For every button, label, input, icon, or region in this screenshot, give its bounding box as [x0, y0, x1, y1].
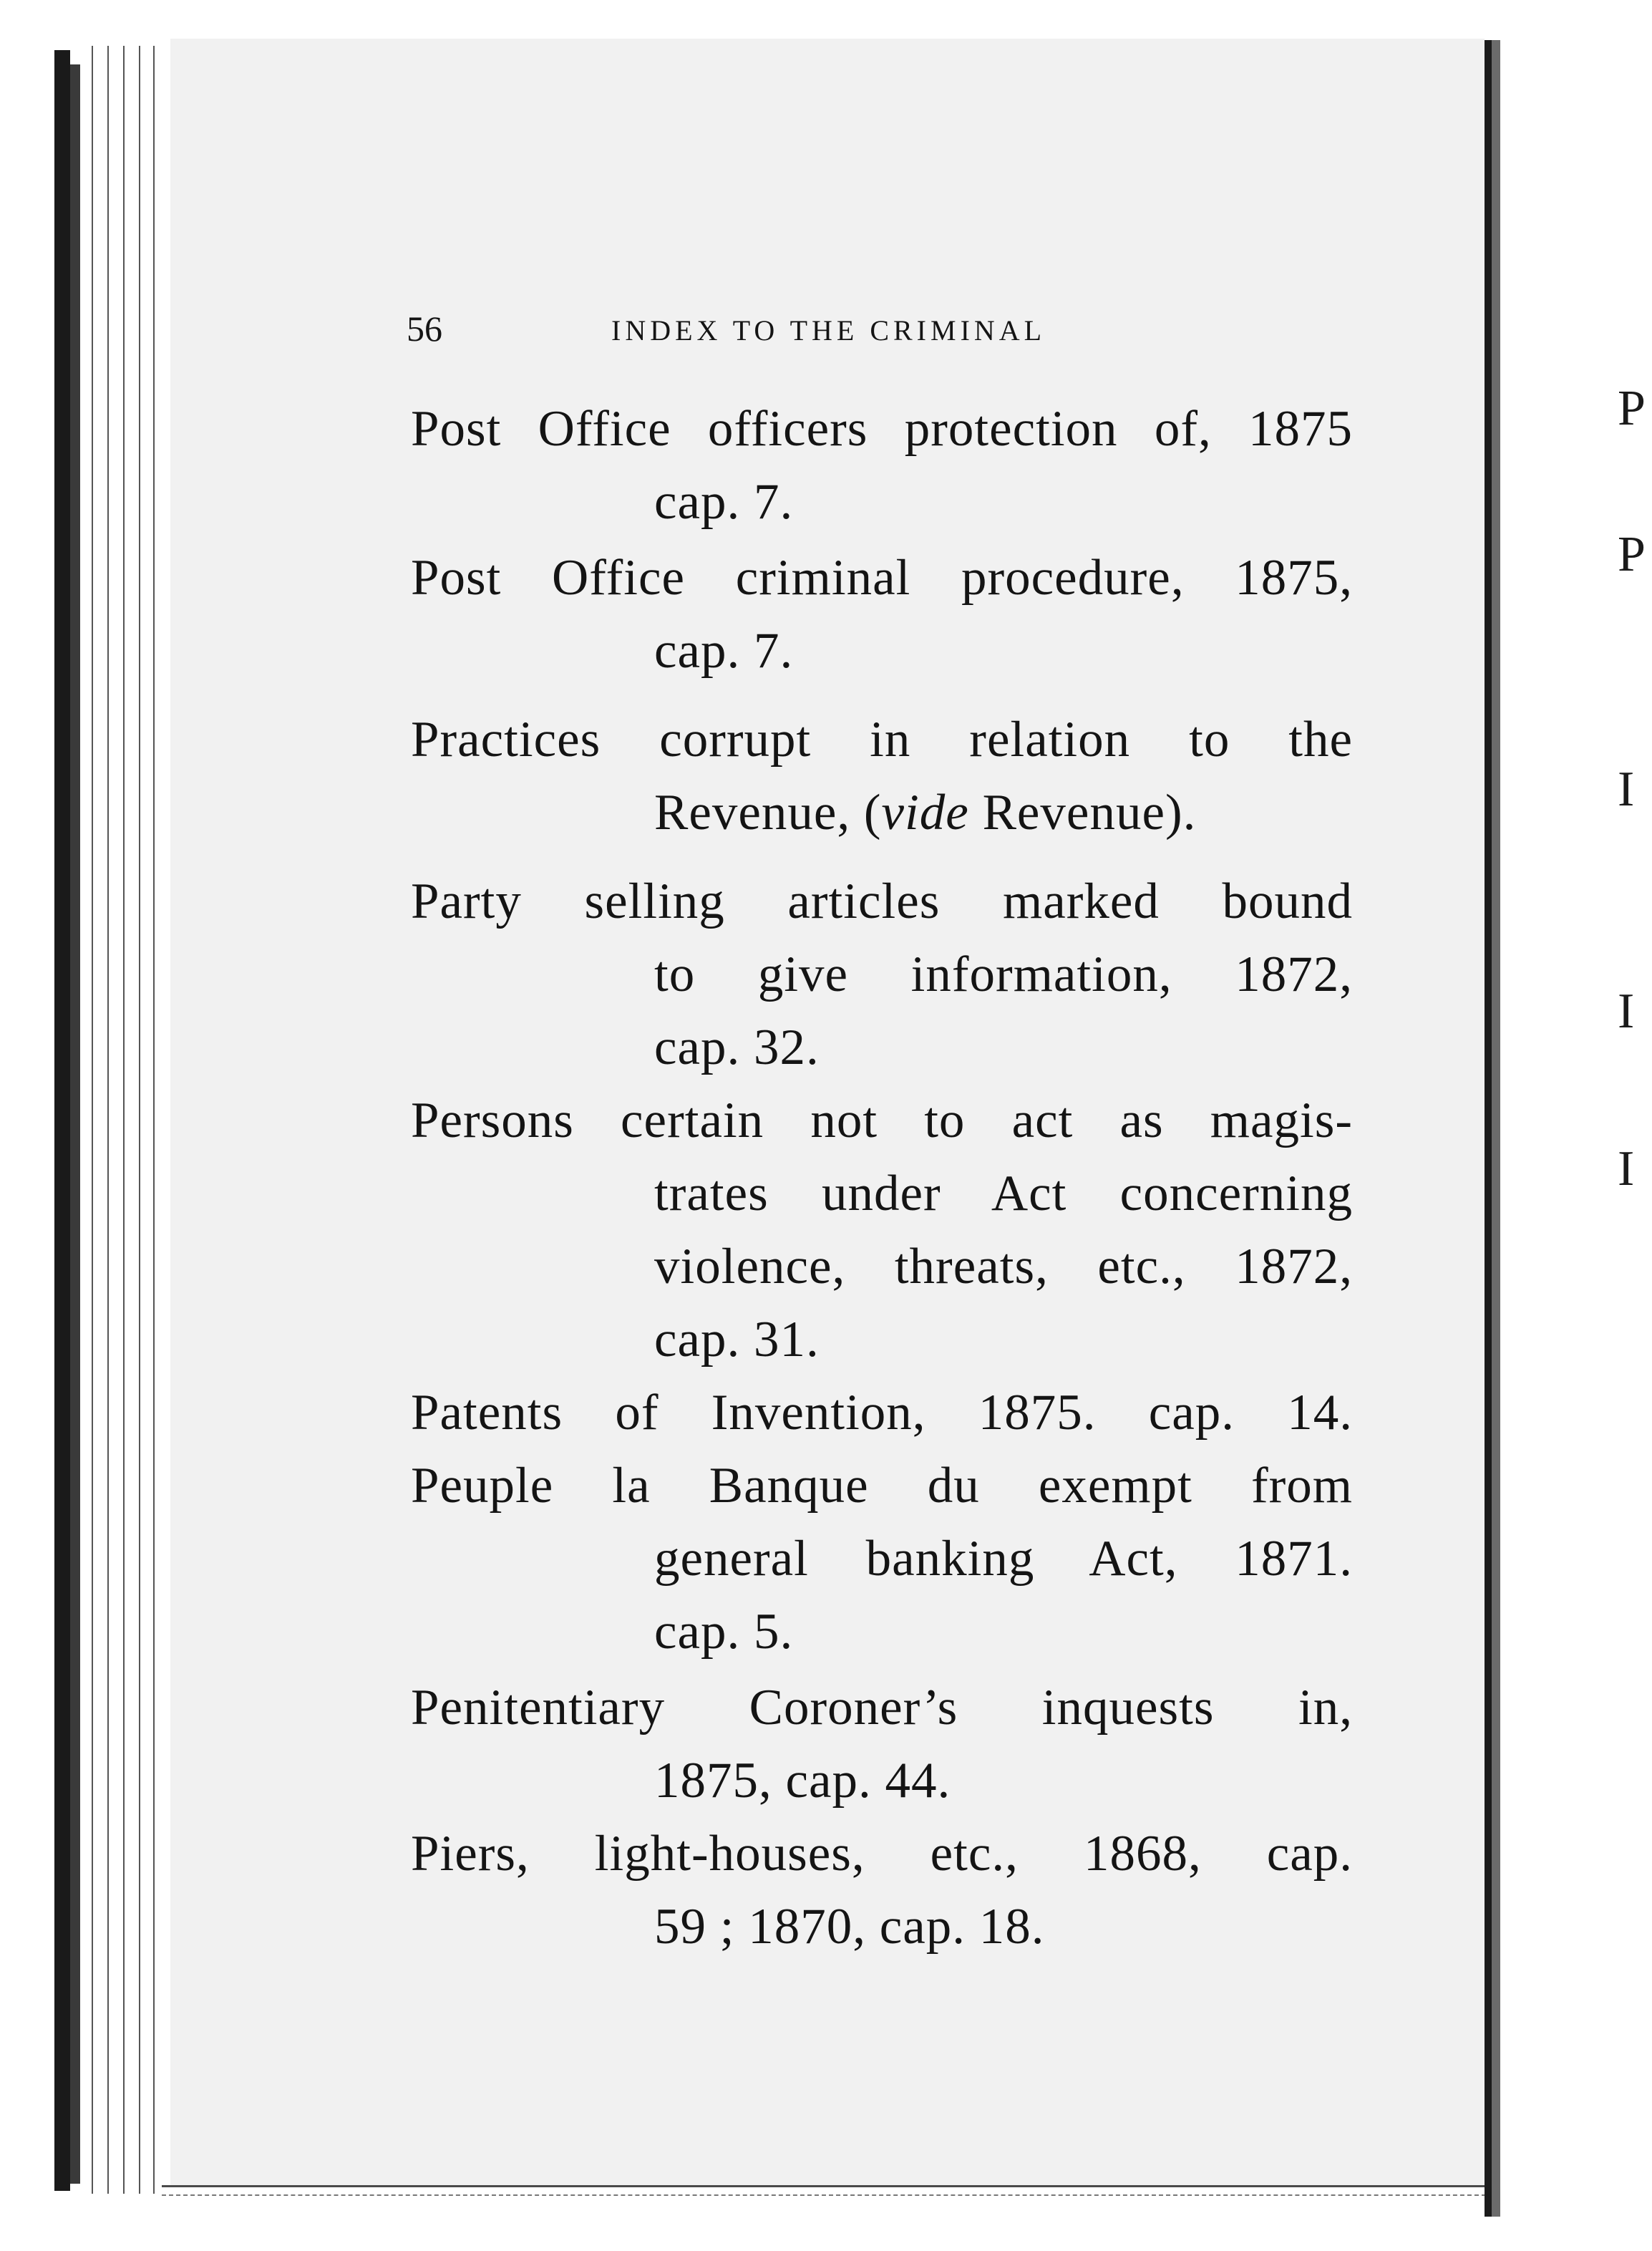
index-entry [411, 1449, 1353, 1668]
binding-spine-shadow [70, 64, 80, 2184]
entry-line: Piers, light-houses, etc., 1868, cap. [411, 1826, 1353, 1882]
entry-line: Peuple la Banque du exempt from [411, 1458, 1353, 1514]
binding-spine [54, 50, 70, 2191]
entry-line: Post Office criminal procedure, 1875, [411, 550, 1353, 606]
entry-text: Revenue, ( [654, 785, 882, 841]
entry-line: Patents of Invention, 1875. cap. 14. [411, 1385, 1353, 1441]
index-entry [411, 1671, 1353, 1817]
gutter-line [1485, 40, 1492, 2217]
book-edge [0, 0, 172, 2251]
facing-page-letter: I [1618, 1141, 1635, 1196]
facing-page-letter: P [1618, 527, 1646, 582]
index-entry [411, 703, 1353, 849]
entry-continuation: cap. 5. [654, 1604, 794, 1660]
running-head: INDEX TO THE CRIMINAL [611, 314, 1046, 347]
facing-page-letter: I [1618, 984, 1635, 1039]
index-entry [411, 1084, 1353, 1376]
page-bottom-edge [162, 2185, 1493, 2196]
entry-continuation: cap. 32. [654, 1020, 820, 1075]
entry-continuation: 59 ; 1870, cap. 18. [654, 1899, 1045, 1955]
page-number: 56 [407, 309, 442, 349]
index-entry [411, 1376, 1353, 1449]
page-stack-edge [139, 46, 140, 2194]
page-stack-edge [107, 46, 109, 2194]
entry-line: Practices corrupt in relation to the [411, 712, 1353, 768]
entry-continuation: violence, threats, etc., 1872, [654, 1239, 1353, 1294]
entry-continuation: to give information, 1872, [654, 947, 1353, 1002]
index-entry [411, 865, 1353, 1084]
entry-continuation: cap. 7. [654, 474, 794, 530]
index-entry [411, 392, 1353, 538]
page-stack-edge [92, 46, 93, 2194]
entry-continuation: general banking Act, 1871. [654, 1531, 1353, 1587]
entry-italic-text: vide [881, 785, 969, 841]
entry-line: Persons certain not to act as magis- [411, 1093, 1353, 1148]
entry-continuation [411, 776, 1353, 849]
entry-line: Post Office officers protection of, 1875 [411, 401, 1353, 457]
index-entries [411, 392, 1353, 1963]
entry-continuation: trates under Act concerning [654, 1166, 1353, 1221]
index-entry [411, 541, 1353, 687]
entry-continuation: 1875, cap. 44. [654, 1753, 951, 1809]
entry-text: Revenue). [968, 785, 1197, 841]
gutter-shadow [1492, 40, 1500, 2217]
entry-continuation: cap. 31. [654, 1312, 820, 1367]
page-stack-edge [123, 46, 125, 2194]
facing-page-letter: P [1618, 381, 1646, 436]
page-stack-edge [153, 46, 155, 2194]
facing-page-letter: I [1618, 762, 1635, 817]
entry-continuation: cap. 7. [654, 623, 794, 679]
index-entry [411, 1817, 1353, 1963]
entry-line: Party selling articles marked bound [411, 873, 1353, 929]
page-header [407, 308, 1351, 351]
entry-line: Penitentiary Coroner’s inquests in, [411, 1680, 1353, 1736]
facing-page [1500, 0, 1652, 2251]
